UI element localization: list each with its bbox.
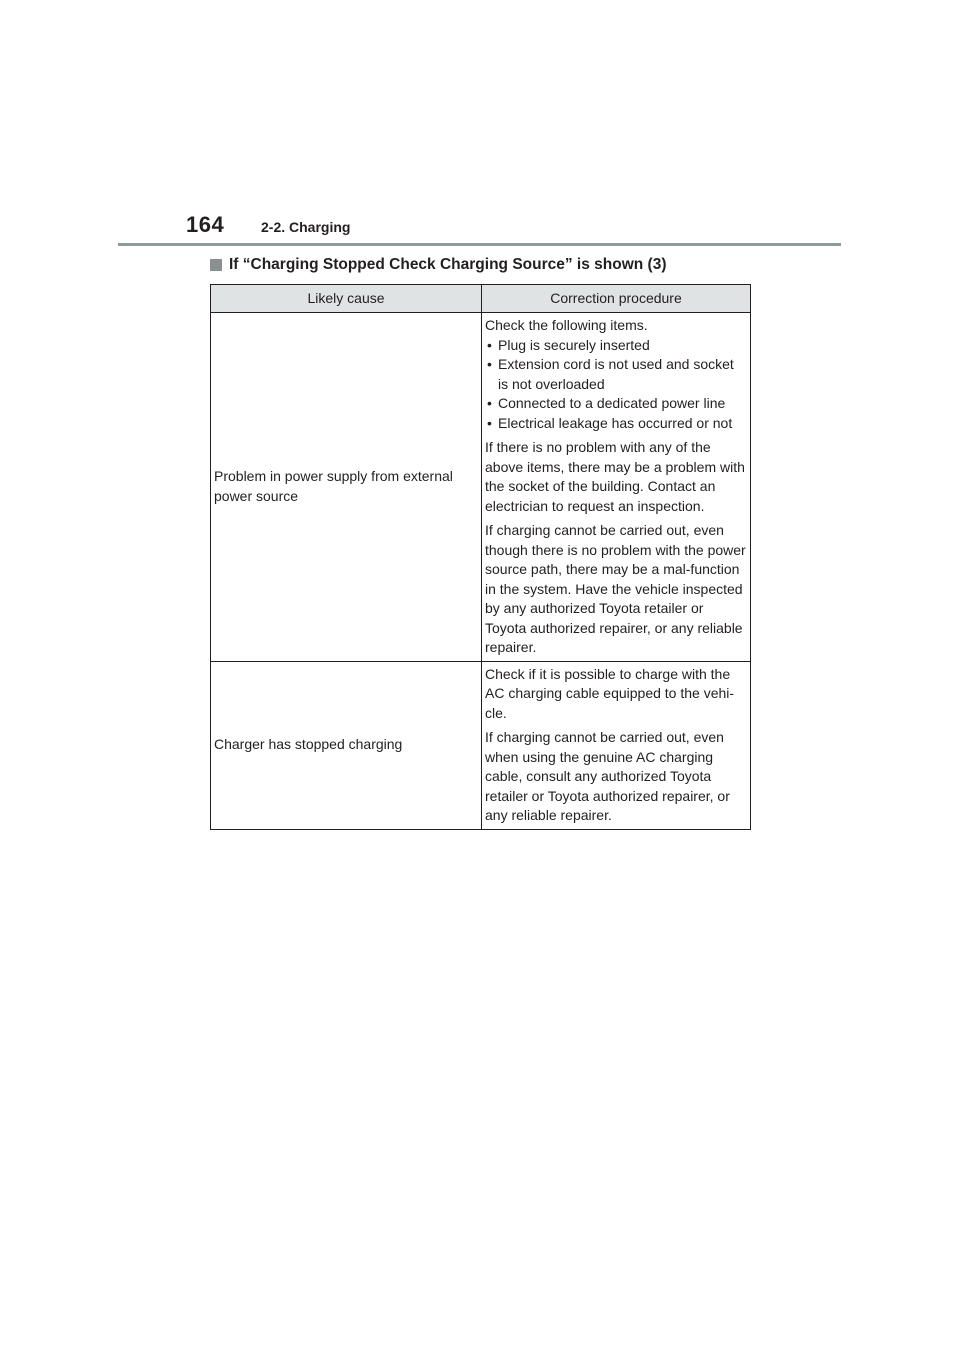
bullet-icon: • xyxy=(487,336,492,353)
check-list xyxy=(485,336,747,434)
procedure-paragraph: Check if it is possible to charge with the AC charging cable equipped to the vehi-cle. xyxy=(485,665,735,721)
table-header-row xyxy=(211,285,751,313)
list-item xyxy=(485,336,747,356)
list-item-text: Extension cord is not used and socket is not overloaded xyxy=(498,356,734,392)
procedure-paragraph: If there is no problem with any of the above items, there may be a problem with the socket of the building. Contact an electrician to request an inspection. xyxy=(485,439,745,514)
square-bullet-icon xyxy=(210,259,222,271)
list-item xyxy=(485,414,747,434)
bullet-icon: • xyxy=(487,414,492,431)
section-title: 2-2. Charging xyxy=(261,219,351,235)
page-number: 164 xyxy=(186,212,225,237)
bullet-icon: • xyxy=(487,356,492,372)
procedure-cell xyxy=(482,661,751,829)
procedure-cell xyxy=(482,313,751,662)
troubleshooting-table xyxy=(210,284,751,830)
table-row xyxy=(211,313,751,662)
list-item xyxy=(485,355,747,394)
procedure-intro: Check the following items. xyxy=(485,317,648,333)
list-item-text: Plug is securely inserted xyxy=(498,336,650,353)
table-row xyxy=(211,661,751,829)
bullet-icon: • xyxy=(487,395,492,411)
procedure-paragraph: If charging cannot be carried out, even though there is no problem with the power source path, there may be a mal-function in the system. Have the vehicle inspected by any authorized Toyota retailer or Toyota authorized repairer, or any reliable repairer. xyxy=(485,522,746,655)
procedure-paragraph: If charging cannot be carried out, even when using the genuine AC charging cable, consult any authorized Toyota retailer or Toyota authorized repairer, or any reliable repairer. xyxy=(485,729,730,823)
column-header-likely-cause: Likely cause xyxy=(211,285,482,313)
subsection-heading xyxy=(210,256,666,274)
cause-cell: Charger has stopped charging xyxy=(211,661,482,829)
list-item xyxy=(485,394,747,414)
column-header-correction-procedure: Correction procedure xyxy=(482,285,751,313)
list-item-text: Connected to a dedicated power line xyxy=(498,395,726,411)
list-item-text: Electrical leakage has occurred or not xyxy=(498,414,733,431)
header-divider xyxy=(118,243,841,246)
cause-cell: Problem in power supply from external power source xyxy=(211,313,482,662)
subsection-heading-text: If “Charging Stopped Check Charging Source” is shown (3) xyxy=(229,256,667,273)
